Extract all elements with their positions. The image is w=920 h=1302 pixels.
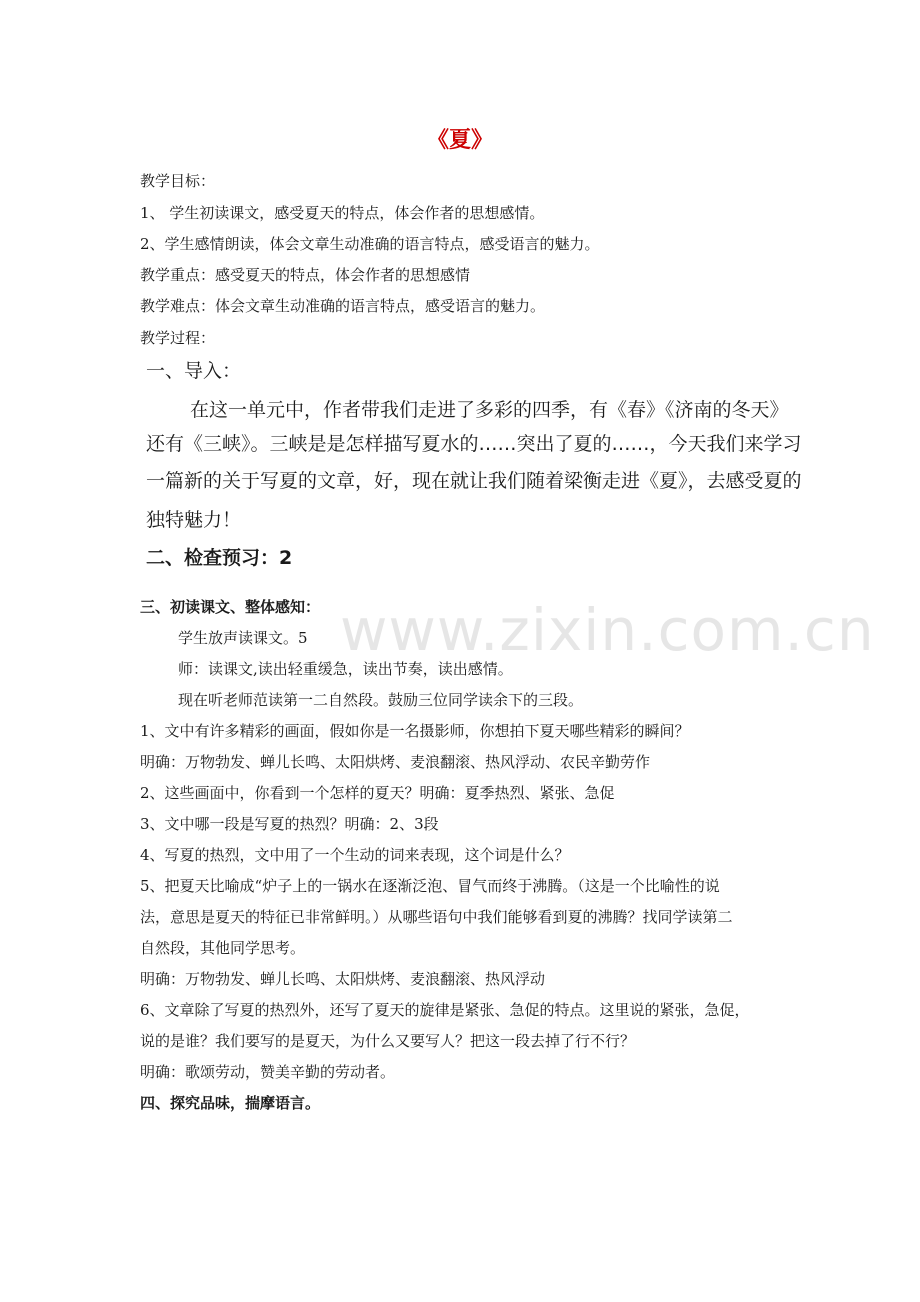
question-3: 3、文中哪一段是写夏的热烈？明确：2、3段 [140, 815, 439, 833]
intro-paragraph-line-4: 独特魅力！ [146, 509, 242, 531]
question-4: 4、写夏的热烈，文中用了一个生动的词来表现，这个词是什么？ [140, 846, 570, 864]
intro-paragraph-line-1: 在这一单元中，作者带我们走进了多彩的四季，有《春》《济南的冬天》 [190, 399, 789, 421]
difficulty: 教学难点：体会文章生动准确的语言特点，感受语言的魅力。 [140, 297, 546, 315]
read-item-1: 学生放声读课文。5 [178, 629, 308, 647]
preview-heading: 二、检查预习：2 [146, 547, 293, 569]
question-5-line-2: 法，意思是夏天的特征已非常鲜明。）从哪些语句中我们能够看到夏的沸腾？找同学读第二 [140, 908, 733, 926]
read-item-2: 师：读课文,读出轻重缓急，读出节奏，读出感情。 [178, 660, 513, 678]
question-6-line-1: 6、文章除了写夏的热烈外，还写了夏天的旋律是紧张、急促的特点。这里说的紧张，急促， [140, 1001, 750, 1019]
intro-heading: 一、导入： [146, 360, 242, 382]
answer-5: 明确：万物勃发、蝉儿长鸣、太阳烘烤、麦浪翻滚、热风浮动 [140, 970, 546, 988]
goal-item-1: 1、 学生初读课文，感受夏天的特点，体会作者的思想感情。 [140, 204, 545, 222]
explore-heading: 四、探究品味，揣摩语言。 [140, 1094, 321, 1112]
intro-paragraph-line-3: 一篇新的关于写夏的文章，好，现在就让我们随着梁衡走进《夏》，去感受夏的 [146, 470, 802, 492]
question-6-line-2: 说的是谁？我们要写的是夏天，为什么又要写人？把这一段去掉了行不行？ [140, 1032, 636, 1050]
goal-item-2: 2、学生感情朗读，体会文章生动准确的语言特点，感受语言的魅力。 [140, 235, 600, 253]
key-point: 教学重点：感受夏天的特点，体会作者的思想感情 [140, 266, 471, 284]
watermark: www.zixin.com.cn [340, 596, 875, 664]
read-heading: 三、初读课文、整体感知： [140, 598, 321, 616]
page-title: 《夏》 [426, 128, 493, 153]
question-5-line-3: 自然段，其他同学思考。 [140, 939, 306, 957]
intro-paragraph-line-2: 还有《三峡》。三峡是是怎样描写夏水的……突出了夏的……，今天我们来学习 [146, 433, 802, 455]
question-1: 1、文中有许多精彩的画面，假如你是一名摄影师，你想拍下夏天哪些精彩的瞬间？ [140, 722, 690, 740]
question-5-line-1: 5、把夏天比喻成“炉子上的一锅水在逐渐泛泡、冒气而终于沸腾。（这是一个比喻性的说 [140, 877, 720, 895]
goals-label: 教学目标： [140, 172, 216, 190]
answer-6: 明确：歌颂劳动，赞美辛勤的劳动者。 [140, 1063, 396, 1081]
process-label: 教学过程： [140, 329, 216, 347]
question-2: 2、这些画面中，你看到一个怎样的夏天？明确：夏季热烈、紧张、急促 [140, 784, 615, 802]
answer-1: 明确：万物勃发、蝉儿长鸣、太阳烘烤、麦浪翻滚、热风浮动、农民辛勤劳作 [140, 753, 651, 771]
read-item-3: 现在听老师范读第一二自然段。鼓励三位同学读余下的三段。 [178, 691, 584, 709]
